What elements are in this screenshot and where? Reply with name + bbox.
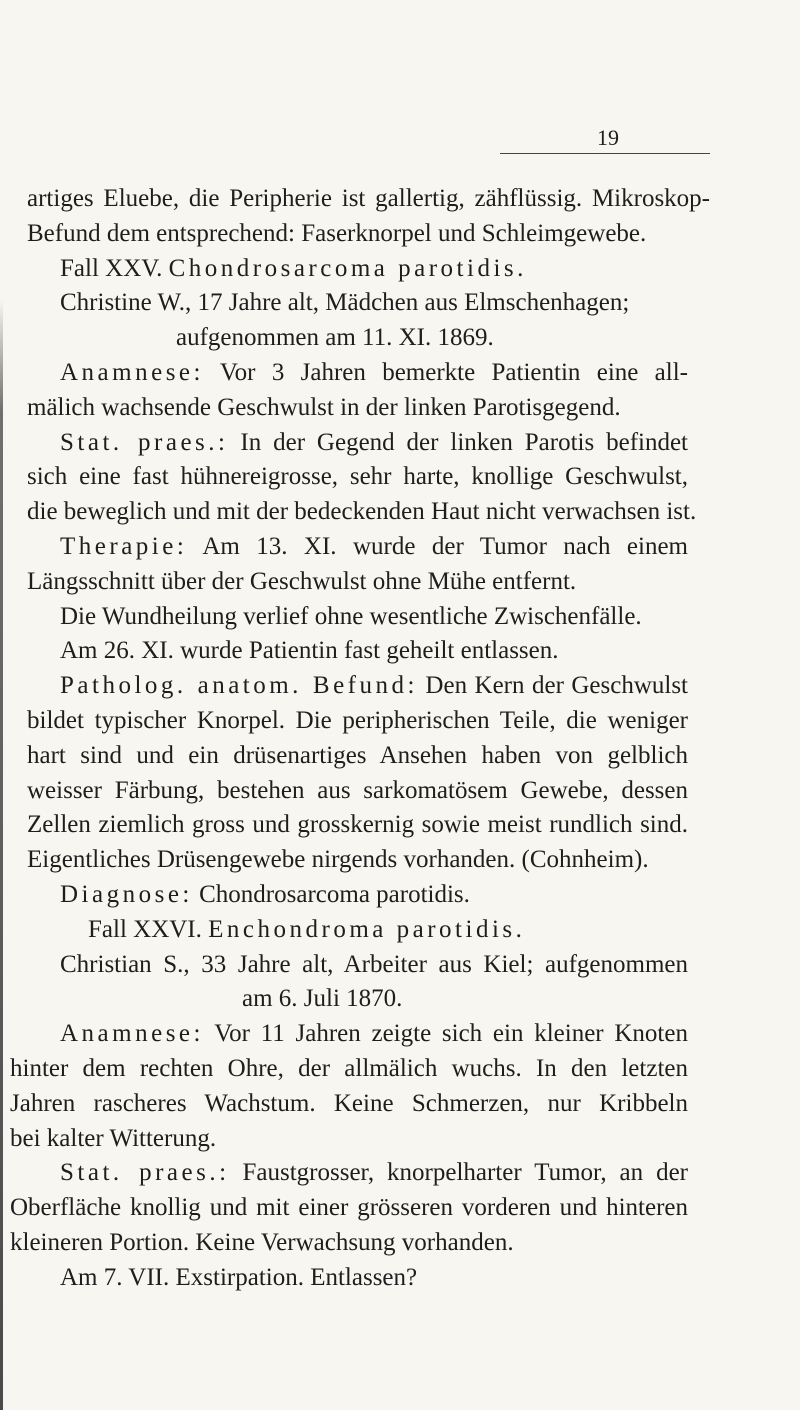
case-heading	[0, 252, 800, 287]
section-label: Diagnose:	[60, 880, 193, 908]
line-text: am 6. Juli 1870.	[242, 985, 403, 1013]
case-number: Fall XXVI.	[88, 915, 202, 943]
text-line	[0, 1226, 800, 1261]
line-text: Am 13. XI. wurde der Tumor nach einem	[202, 532, 689, 560]
text-line	[0, 182, 800, 217]
text-line	[0, 356, 800, 391]
text-line	[0, 1191, 800, 1226]
line-text: Oberfläche knollig und mit einer grösseren vorderen und hinteren	[10, 1194, 688, 1222]
section-label: Anamnese:	[60, 358, 204, 386]
line-text: Den Kern der Geschwulst	[425, 672, 689, 700]
line-text: die beweglich und mit der bedeckenden Haut nicht verwachsen ist.	[27, 498, 697, 526]
text-line	[0, 948, 800, 983]
line-text: Die Wundheilung verlief ohne wesentliche Zwischenfälle.	[60, 602, 642, 630]
section-label: Patholog. anatom. Befund:	[60, 672, 418, 700]
text-line	[0, 321, 800, 356]
line-text: Christian S., 33 Jahre alt, Arbeiter aus Kiel; aufgenommen	[60, 950, 688, 978]
line-text: Eigentliches Drüsengewebe nirgends vorhanden. (Cohnheim).	[27, 846, 649, 874]
text-line	[0, 704, 800, 739]
line-text: Zellen ziemlich gross und grosskernig sowie meist rundlich sind.	[27, 811, 688, 839]
case-title: Enchondroma parotidis.	[208, 915, 526, 943]
text-line	[0, 530, 800, 565]
text-line	[0, 634, 800, 669]
line-text: weisser Färbung, bestehen aus sarkomatösem Gewebe, dessen	[27, 776, 688, 804]
line-text: Befund dem entsprechend: Faserknorpel und Schleimgewebe.	[27, 219, 647, 247]
line-text: aufgenommen am 11. XI. 1869.	[176, 324, 494, 352]
text-line	[0, 495, 800, 530]
section-label: Anamnese:	[60, 1020, 204, 1048]
line-text: sich eine fast hühnereigrosse, sehr harte, knollige Geschwulst,	[27, 463, 688, 491]
line-text: hart sind und ein drüsenartiges Ansehen haben von gelblich	[27, 741, 688, 769]
line-text: artiges Eluebe, die Peripherie ist gallertig, zähflüssig. Mikroskop-	[27, 185, 710, 212]
line-text: Christine W., 17 Jahre alt, Mädchen aus Elmschenhagen;	[60, 289, 630, 317]
case-heading	[0, 913, 800, 948]
text-line	[0, 774, 800, 809]
case-title: Chondrosarcoma parotidis.	[168, 254, 527, 282]
line-text: Am 7. VII. Exstirpation. Entlassen?	[60, 1263, 418, 1291]
line-text: Vor 11 Jahren zeigte sich ein kleiner Knoten	[214, 1020, 688, 1048]
line-text: In der Gegend der linken Parotis befindet	[240, 428, 689, 456]
text-line	[0, 286, 800, 321]
text-line	[0, 600, 800, 635]
line-text: Jahren rascheres Wachstum. Keine Schmerzen, nur Kribbeln	[10, 1089, 688, 1117]
case-number: Fall XXV.	[60, 254, 163, 282]
text-line	[0, 217, 800, 252]
text-line	[0, 391, 800, 426]
line-text: kleineren Portion. Keine Verwachsung vorhanden.	[10, 1228, 514, 1256]
text-line	[0, 1122, 800, 1157]
line-text: bei kalter Witterung.	[10, 1124, 217, 1152]
text-line	[0, 982, 800, 1017]
text-line	[0, 843, 800, 878]
line-text: Faustgrosser, knorpelharter Tumor, an der	[242, 1159, 689, 1187]
text-line	[0, 460, 800, 495]
section-label: Therapie:	[60, 532, 188, 560]
page-number: 19	[597, 125, 619, 150]
text-line	[0, 426, 800, 461]
line-text: bildet typischer Knorpel. Die peripherischen Teile, die weniger	[27, 706, 688, 734]
line-text: mälich wachsende Geschwulst in der linken Parotisgegend.	[27, 393, 621, 421]
text-line	[0, 565, 800, 600]
text-line	[0, 739, 800, 774]
text-line	[0, 1052, 800, 1087]
text-line	[0, 878, 800, 913]
section-label: Stat. praes.:	[60, 428, 229, 456]
text-line	[0, 1017, 800, 1052]
text-line	[0, 1156, 800, 1191]
line-text: Längsschnitt über der Geschwulst ohne Mühe entfernt.	[27, 567, 577, 595]
text-line	[0, 1087, 800, 1122]
body-text	[0, 182, 800, 1296]
section-label: Stat. praes.:	[60, 1159, 230, 1187]
text-line	[0, 808, 800, 843]
text-line	[0, 1261, 800, 1296]
line-text: Vor 3 Jahren bemerkte Patientin eine all-	[219, 358, 688, 386]
line-text: Am 26. XI. wurde Patientin fast geheilt entlassen.	[60, 637, 559, 665]
line-text: Chondrosarcoma parotidis.	[199, 880, 470, 908]
page-number-rule	[500, 153, 710, 154]
text-line	[0, 669, 800, 704]
line-text: hinter dem rechten Ohre, der allmälich wuchs. In den letzten	[10, 1054, 688, 1082]
